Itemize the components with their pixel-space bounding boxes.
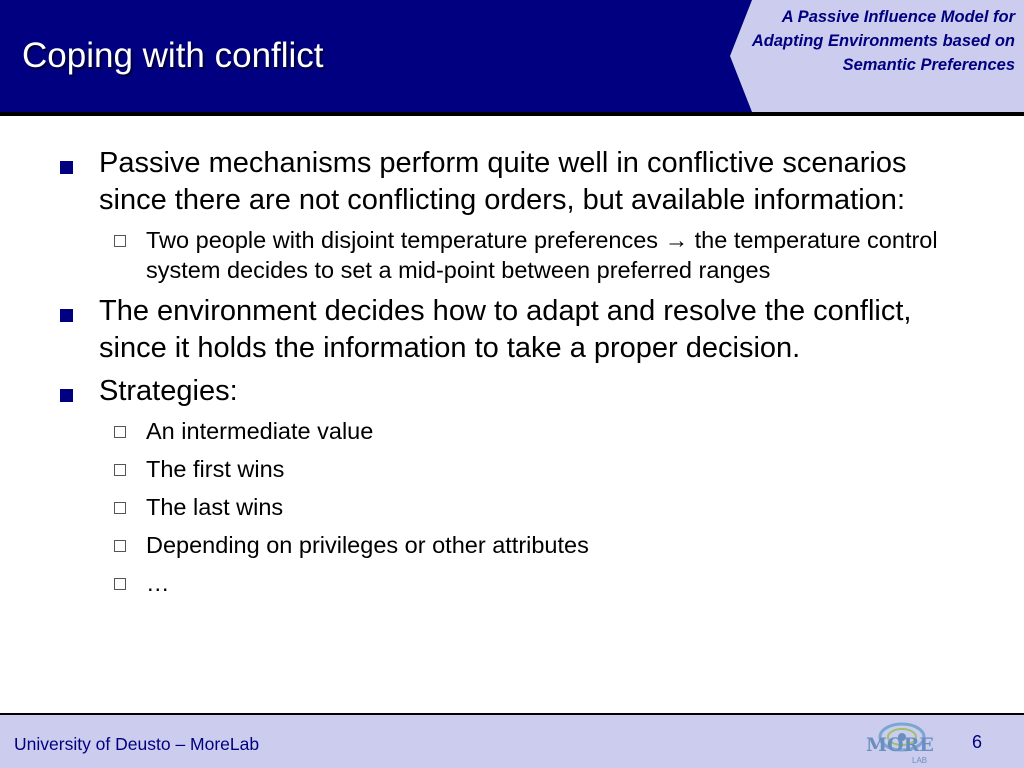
bullet-text: Passive mechanisms perform quite well in conflictive scenarios since there are not conflicting orders, but available information:: [99, 147, 907, 216]
sub-bullet-list: [114, 225, 970, 285]
sub-bullet-text: The first wins: [146, 456, 285, 482]
footer-institution: University of Deusto – MoreLab: [14, 734, 260, 754]
bullet-item: [60, 145, 970, 219]
slide-title: Coping with conflict: [22, 36, 324, 75]
hollow-square-bullet-icon: [114, 426, 126, 438]
bullet-text: Strategies:: [99, 375, 238, 407]
hollow-square-bullet-icon: [114, 464, 126, 476]
square-bullet-icon: [60, 389, 73, 402]
morelab-logo: [860, 718, 944, 766]
sub-bullet-text: Two people with disjoint temperature preferences → the temperature control system decides to set a mid-point between preferred ranges: [146, 227, 938, 283]
hollow-square-bullet-icon: [114, 578, 126, 590]
title-divider: [0, 112, 1024, 116]
bullet-item: [60, 293, 970, 367]
sub-bullet-item: [114, 530, 970, 560]
hollow-square-bullet-icon: [114, 540, 126, 552]
sub-bullet-item: [114, 568, 970, 598]
sub-bullet-list: [114, 416, 970, 598]
sub-bullet-text: An intermediate value: [146, 418, 374, 444]
right-arrow-icon: →: [664, 227, 689, 253]
bullet-item: [60, 373, 970, 410]
hollow-square-bullet-icon: [114, 502, 126, 514]
square-bullet-icon: [60, 309, 73, 322]
sub-bullet-text: Depending on privileges or other attributes: [146, 532, 589, 558]
sub-bullet-item: [114, 225, 970, 285]
hollow-square-bullet-icon: [114, 235, 126, 247]
sub-bullet-item: [114, 454, 970, 484]
presentation-subtitle: A Passive Influence Model for Adapting Environments based on Semantic Preferences: [751, 8, 1015, 74]
slide-content: [60, 145, 970, 606]
sub-bullet-item: [114, 416, 970, 446]
square-bullet-icon: [60, 161, 73, 174]
sub-bullet-item: [114, 492, 970, 522]
page-number: 6: [972, 732, 983, 752]
sub-bullet-text: …: [146, 570, 170, 596]
bullet-text: The environment decides how to adapt and resolve the conflict, since it holds the information to take a proper decision.: [99, 295, 912, 364]
sub-bullet-text: The last wins: [146, 494, 284, 520]
logo-text: MORE: [866, 734, 934, 756]
logo-subtext: LAB: [912, 756, 928, 765]
